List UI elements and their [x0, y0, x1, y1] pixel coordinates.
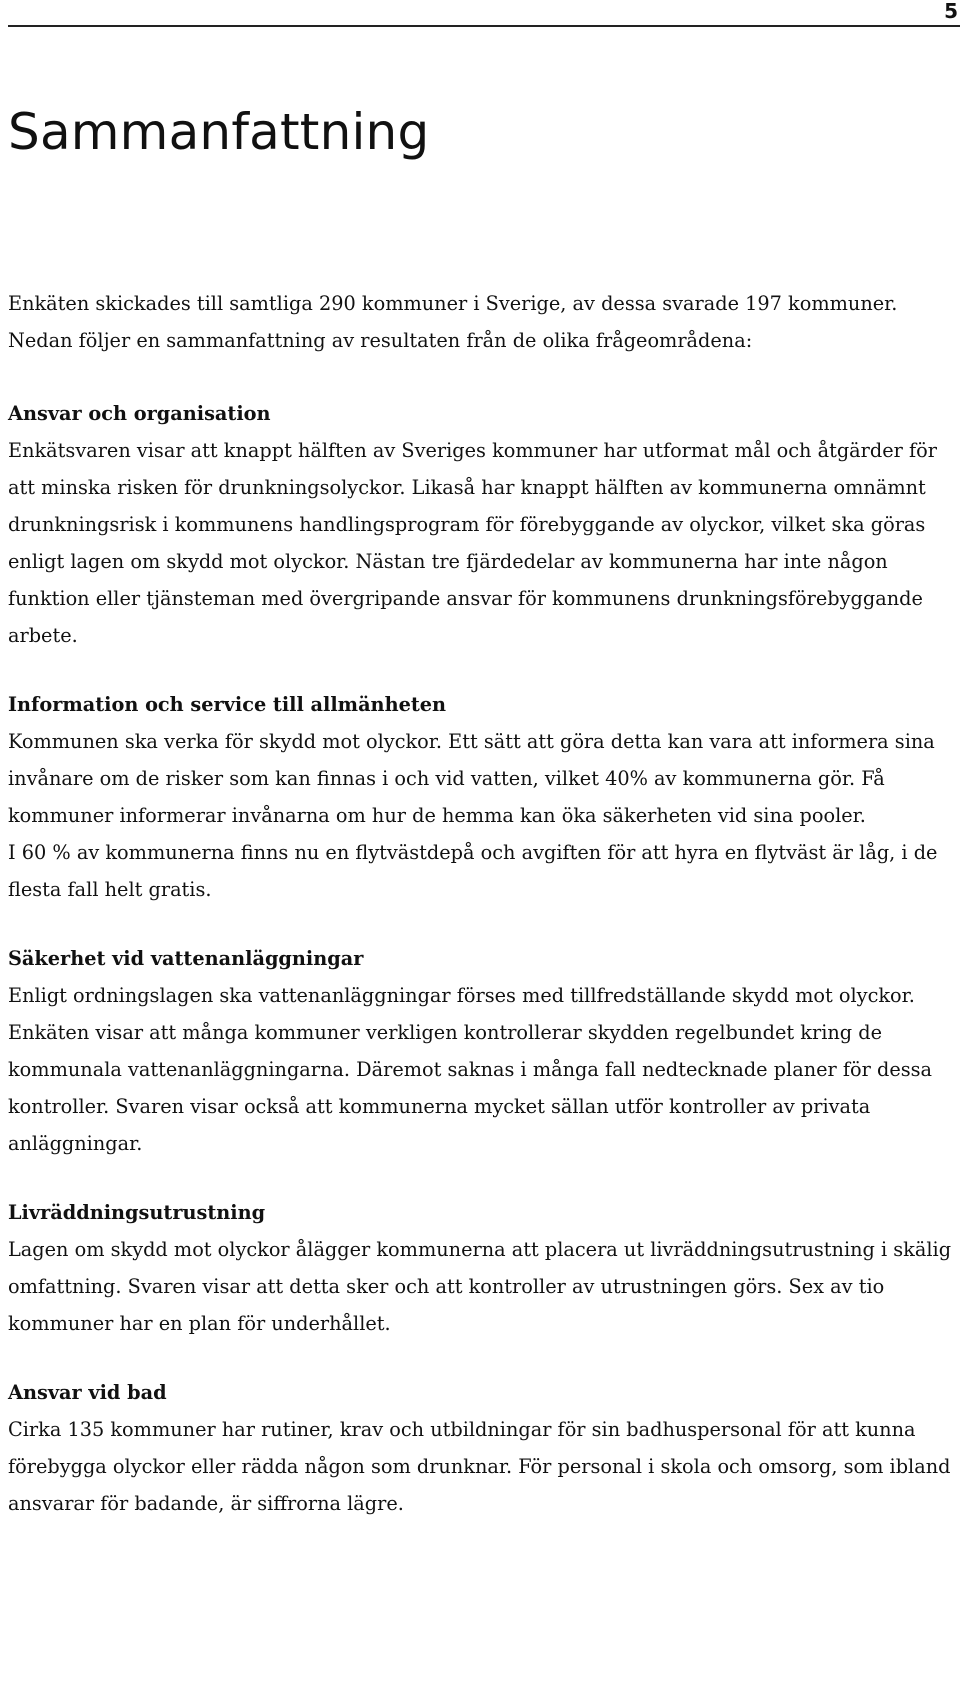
document-body [8, 285, 952, 1554]
page-header [0, 0, 960, 28]
section-paragraph: Enligt ordningslagen ska vattenanläggningar förses med tillfredställande skydd mot olyckor. Enkäten visar att många kommuner verkligen kontrollerar skydden regelbundet kring de kommunala vattenanläggningarna. Däremot saknas i många fall nedtecknade planer för dessa kontroller. Svaren visar också att kommunerna mycket sällan utför kontroller av privata anläggningar. [8, 984, 933, 1155]
section-paragraph: Cirka 135 kommuner har rutiner, krav och utbildningar för sin badhuspersonal för att kunna förebygga olyckor eller rädda någon som drunknar. För personal i skola och omsorg, som ibland ansvarar för badande, är siffrorna lägre. [8, 1418, 951, 1515]
intro-paragraph: Enkäten skickades till samtliga 290 kommuner i Sverige, av dessa svarade 197 kommuner. Nedan följer en sammanfattning av resultaten från de olika frågeområdena: [8, 292, 898, 352]
header-rule [8, 25, 960, 27]
section-information-och-service [8, 686, 952, 908]
page-title: Sammanfattning [8, 103, 430, 161]
section-ansvar-och-organisation [8, 395, 952, 654]
section-heading: Livräddningsutrustning [8, 1201, 266, 1224]
section-heading: Ansvar och organisation [8, 402, 271, 425]
section-paragraph: Kommunen ska verka för skydd mot olyckor. Ett sätt att göra detta kan vara att informera sina invånare om de risker som kan finnas i och vid vatten, vilket 40% av kommunerna gör. Få kommuner informerar invånarna om hur de hemma kan öka säkerheten vid sina pooler. [8, 730, 935, 827]
section-paragraph: Lagen om skydd mot olyckor ålägger kommunerna att placera ut livräddningsutrustning i skälig omfattning. Svaren visar att detta sker och att kontroller av utrustningen görs. Sex av tio kommuner har en plan för underhållet. [8, 1238, 952, 1335]
section-paragraph: Enkätsvaren visar att knappt hälften av Sveriges kommuner har utformat mål och åtgärder för att minska risken för drunkningsolyckor. Likaså har knappt hälften av kommunerna omnämnt drunkningsrisk i kommunens handlingsprogram för förebyggande av olyckor, vilket ska göras enligt lagen om skydd mot olyckor. Nästan tre fjärdedelar av kommunerna har inte någon funktion eller tjänsteman med övergripande ansvar för kommunens drunkningsförebyggande arbete. [8, 439, 937, 647]
section-heading: Ansvar vid bad [8, 1381, 167, 1404]
section-ansvar-vid-bad [8, 1374, 952, 1522]
section-heading: Säkerhet vid vattenanläggningar [8, 947, 364, 970]
section-livraddningsutrustning [8, 1194, 952, 1342]
section-paragraph: I 60 % av kommunerna finns nu en flytvästdepå och avgiften för att hyra en flytväst är låg, i de flesta fall helt gratis. [8, 841, 938, 901]
section-sakerhet-vid-vattenanlaggningar [8, 940, 952, 1162]
page-number: 5 [944, 0, 958, 23]
section-heading: Information och service till allmänheten [8, 693, 447, 716]
